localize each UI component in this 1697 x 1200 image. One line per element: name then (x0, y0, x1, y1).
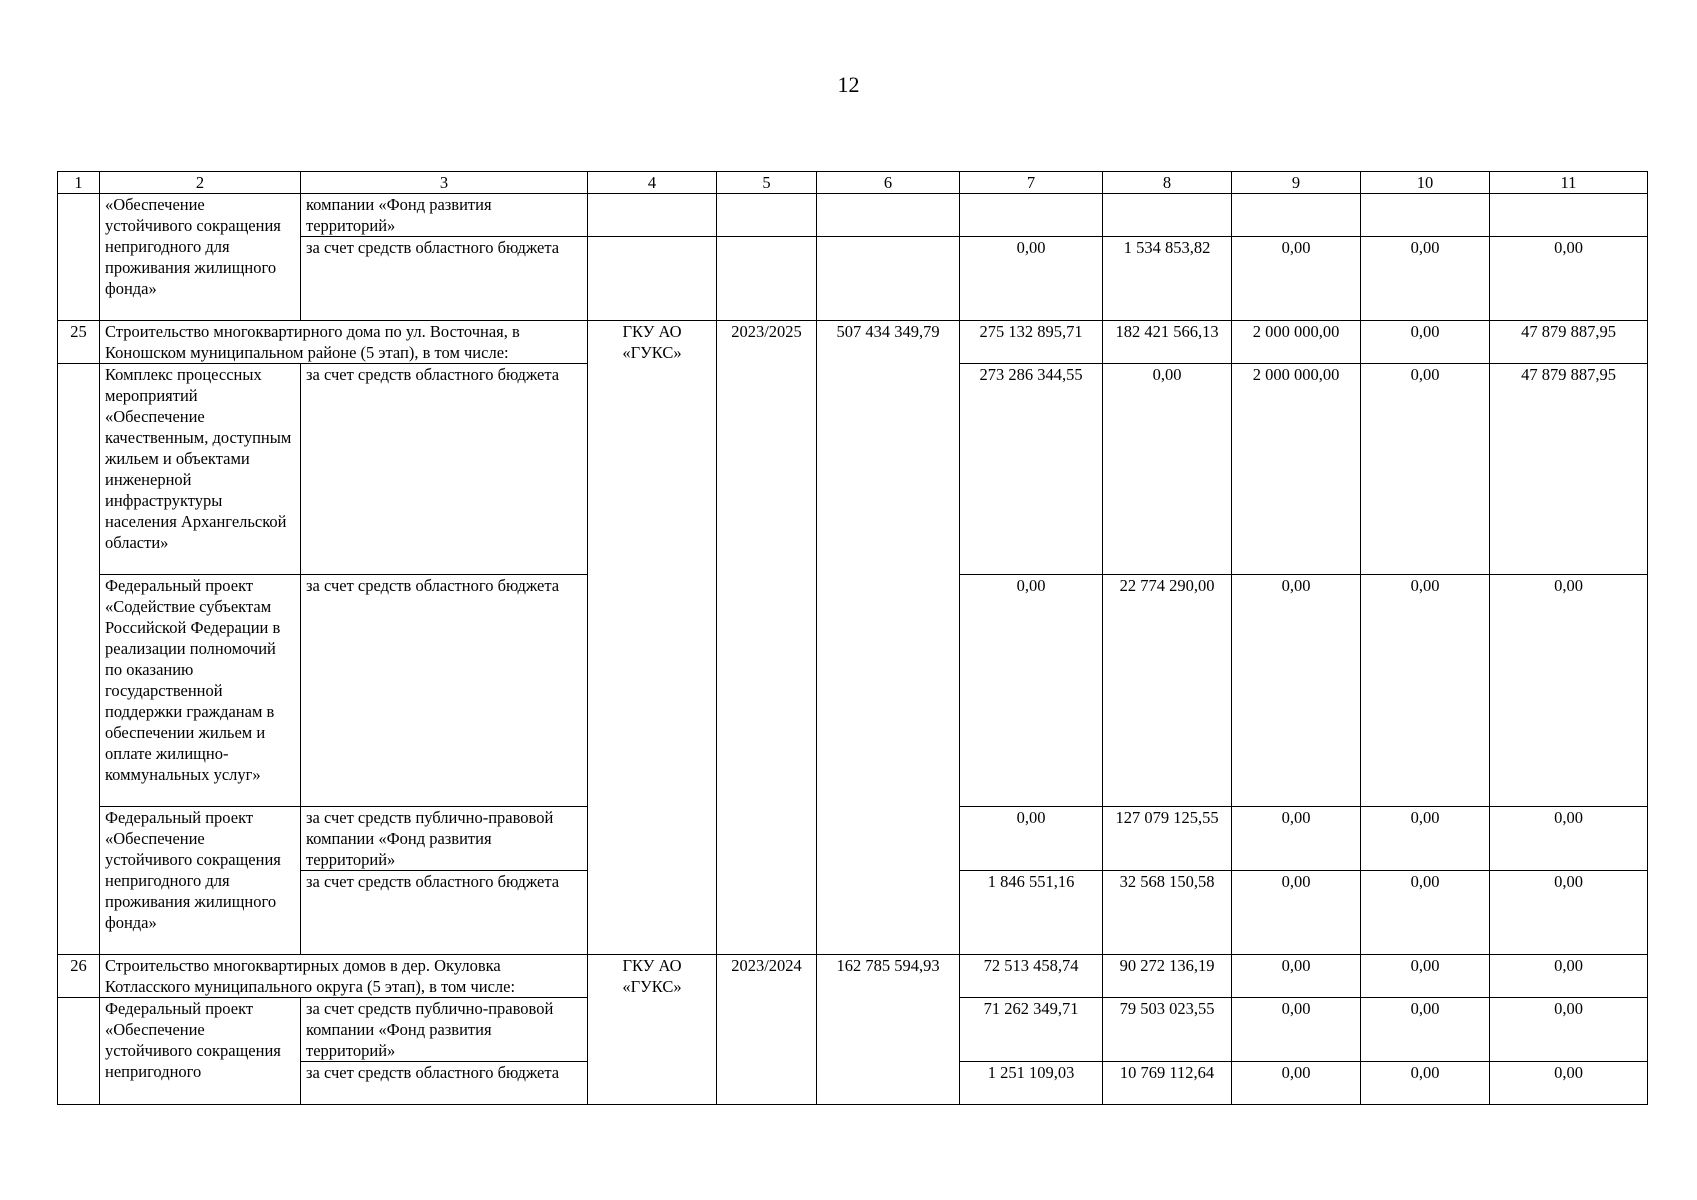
total-cell: 507 434 349,79 (817, 321, 960, 955)
executor-cell (588, 194, 717, 237)
value-cell: 0,00 (1490, 871, 1648, 955)
object-title-cell: Строительство многоквартирных домов в дер. Окуловка Котласского муниципального округа (5 этап), в том числе: (100, 955, 588, 998)
value-cell: 0,00 (1361, 575, 1490, 807)
column-header: 8 (1103, 172, 1232, 194)
value-cell: 1 251 109,03 (960, 1062, 1103, 1105)
column-header: 1 (58, 172, 100, 194)
row-number-cell (58, 998, 100, 1105)
value-cell: 2 000 000,00 (1232, 321, 1361, 364)
total-cell: 162 785 594,93 (817, 955, 960, 1105)
value-cell: 0,00 (1232, 237, 1361, 321)
column-header: 6 (817, 172, 960, 194)
table-row-item-25 (58, 321, 1648, 364)
measure-name-cell: Федеральный проект «Обеспечение устойчивого сокращения непригодного для проживания жилищного фонда» (100, 807, 301, 955)
value-cell (1232, 194, 1361, 237)
value-cell: 0,00 (1490, 807, 1648, 871)
value-cell: 0,00 (1361, 998, 1490, 1062)
value-cell: 0,00 (1232, 998, 1361, 1062)
value-cell: 0,00 (1361, 321, 1490, 364)
value-cell: 275 132 895,71 (960, 321, 1103, 364)
total-cell (817, 237, 960, 321)
value-cell: 47 879 887,95 (1490, 321, 1648, 364)
row-number-cell: 26 (58, 955, 100, 998)
row-number-cell (58, 194, 100, 321)
value-cell: 0,00 (1361, 871, 1490, 955)
period-cell (717, 194, 817, 237)
value-cell: 10 769 112,64 (1103, 1062, 1232, 1105)
object-title-cell: Строительство многоквартирного дома по ул. Восточная, в Коношском муниципальном районе (5 этап), в том числе: (100, 321, 588, 364)
funding-source-cell: за счет средств областного бюджета (301, 237, 588, 321)
column-header: 2 (100, 172, 301, 194)
table-row (58, 194, 1648, 237)
measure-name-cell: «Обеспечение устойчивого сокращения непригодного для проживания жилищного фонда» (100, 194, 301, 321)
value-cell: 0,00 (1232, 871, 1361, 955)
row-number-cell (58, 364, 100, 955)
column-header: 9 (1232, 172, 1361, 194)
value-cell: 47 879 887,95 (1490, 364, 1648, 575)
period-cell: 2023/2024 (717, 955, 817, 1105)
value-cell: 2 000 000,00 (1232, 364, 1361, 575)
total-cell (817, 194, 960, 237)
value-cell: 127 079 125,55 (1103, 807, 1232, 871)
value-cell: 22 774 290,00 (1103, 575, 1232, 807)
value-cell: 0,00 (1232, 955, 1361, 998)
value-cell: 0,00 (1361, 955, 1490, 998)
column-header: 4 (588, 172, 717, 194)
value-cell: 32 568 150,58 (1103, 871, 1232, 955)
measure-name-cell: Комплекс процессных мероприятий «Обеспечение качественным, доступным жильем и объектами инженерной инфраструктуры населения Архангельской области» (100, 364, 301, 575)
funding-source-cell: за счет средств публично-правовой компании «Фонд развития территорий» (301, 998, 588, 1062)
value-cell: 0,00 (960, 807, 1103, 871)
value-cell: 0,00 (960, 575, 1103, 807)
measure-name-cell: Федеральный проект «Обеспечение устойчивого сокращения непригодного (100, 998, 301, 1105)
value-cell (1103, 194, 1232, 237)
column-header: 10 (1361, 172, 1490, 194)
funding-source-cell: за счет средств публично-правовой компании «Фонд развития территорий» (301, 807, 588, 871)
value-cell: 0,00 (1232, 1062, 1361, 1105)
funding-source-cell: за счет средств областного бюджета (301, 1062, 588, 1105)
value-cell: 0,00 (1490, 1062, 1648, 1105)
value-cell: 0,00 (1490, 998, 1648, 1062)
value-cell: 0,00 (1103, 364, 1232, 575)
funding-source-cell: за счет средств областного бюджета (301, 871, 588, 955)
value-cell: 90 272 136,19 (1103, 955, 1232, 998)
value-cell: 0,00 (1232, 575, 1361, 807)
period-cell (717, 237, 817, 321)
column-header: 7 (960, 172, 1103, 194)
value-cell: 1 846 551,16 (960, 871, 1103, 955)
value-cell: 0,00 (960, 237, 1103, 321)
column-header: 11 (1490, 172, 1648, 194)
budget-table (57, 171, 1648, 1105)
value-cell: 182 421 566,13 (1103, 321, 1232, 364)
value-cell: 0,00 (1361, 807, 1490, 871)
value-cell: 273 286 344,55 (960, 364, 1103, 575)
value-cell: 0,00 (1490, 575, 1648, 807)
funding-source-cell: компании «Фонд развития территорий» (301, 194, 588, 237)
value-cell: 0,00 (1490, 237, 1648, 321)
value-cell: 0,00 (1232, 807, 1361, 871)
period-cell: 2023/2025 (717, 321, 817, 955)
value-cell: 0,00 (1361, 1062, 1490, 1105)
value-cell (1361, 194, 1490, 237)
value-cell: 79 503 023,55 (1103, 998, 1232, 1062)
funding-source-cell: за счет средств областного бюджета (301, 364, 588, 575)
column-header: 5 (717, 172, 817, 194)
value-cell (960, 194, 1103, 237)
value-cell: 0,00 (1490, 955, 1648, 998)
funding-source-cell: за счет средств областного бюджета (301, 575, 588, 807)
executor-cell (588, 237, 717, 321)
value-cell: 72 513 458,74 (960, 955, 1103, 998)
column-header-row (58, 172, 1648, 194)
executor-cell: ГКУ АО «ГУКС» (588, 955, 717, 1105)
value-cell: 0,00 (1361, 237, 1490, 321)
row-number-cell: 25 (58, 321, 100, 364)
table-row-item-26 (58, 955, 1648, 998)
measure-name-cell: Федеральный проект «Содействие субъектам Российской Федерации в реализации полномочий по оказанию государственной поддержки гражданам в обеспечении жильем и оплате жилищно-коммунальных услуг» (100, 575, 301, 807)
value-cell (1490, 194, 1648, 237)
executor-cell: ГКУ АО «ГУКС» (588, 321, 717, 955)
value-cell: 1 534 853,82 (1103, 237, 1232, 321)
value-cell: 71 262 349,71 (960, 998, 1103, 1062)
value-cell: 0,00 (1361, 364, 1490, 575)
column-header: 3 (301, 172, 588, 194)
page-number: 12 (837, 72, 860, 97)
